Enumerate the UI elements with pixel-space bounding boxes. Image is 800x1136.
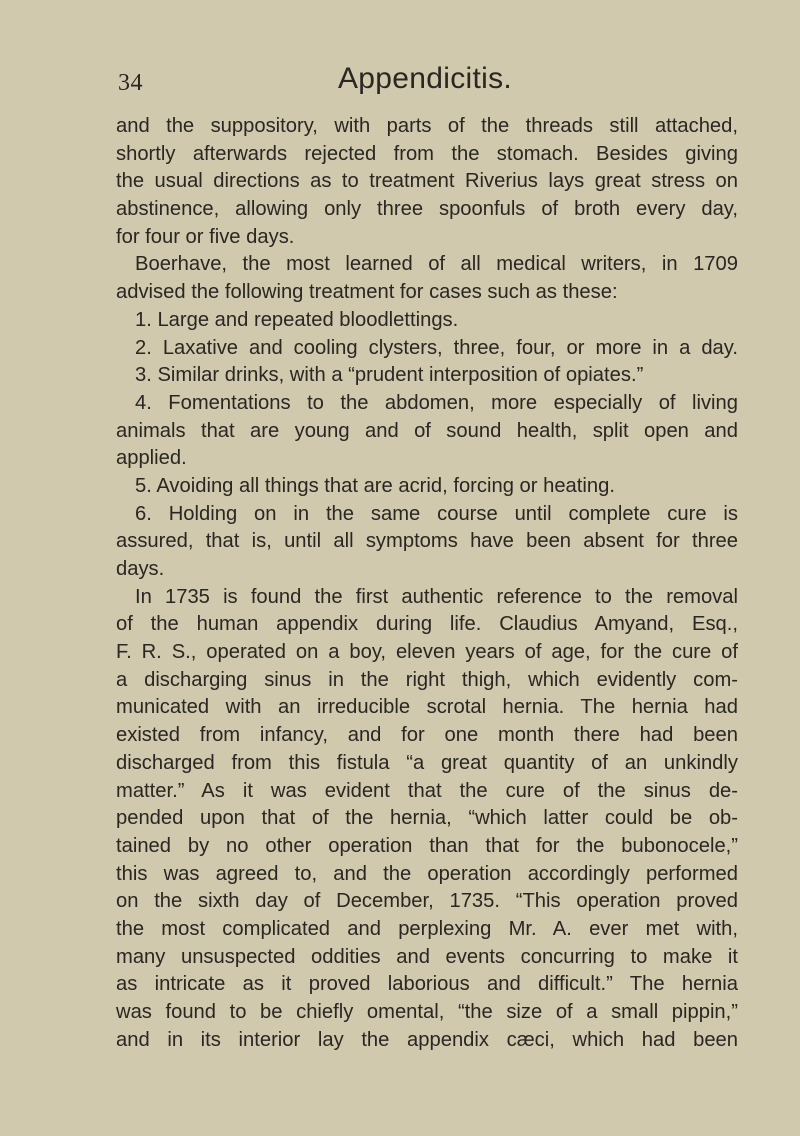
text-line: this was agreed to, and the operation accordingly performed <box>116 862 738 885</box>
text-line: the most complicated and perplexing Mr. A. ever met with, <box>116 917 738 940</box>
text-line: assured, that is, until all symptoms have been absent for three <box>116 530 738 553</box>
text-line: tained by no other operation than that for the bubonocele,” <box>116 834 738 857</box>
text-line: animals that are young and of sound health, split open and <box>116 419 738 442</box>
page-number: 34 <box>118 70 143 96</box>
text-line: discharged from this fistula “a great quantity of an unkindly <box>116 751 738 774</box>
text-line: and in its interior lay the appendix cæci, which had been <box>116 1028 738 1051</box>
text-line: days. <box>116 558 165 580</box>
list-item: 5. Avoiding all things that are acrid, forcing or heating. <box>135 474 615 497</box>
text-line: advised the following treatment for cases such as these: <box>116 281 618 304</box>
text-line: F. R. S., operated on a boy, eleven years of age, for the cure of <box>116 641 738 664</box>
text-line: and the suppository, with parts of the threads still attached, <box>116 115 738 137</box>
list-item: 2. Laxative and cooling clysters, three, four, or more in a day. <box>135 336 738 359</box>
text-line: municated with an irreducible scrotal hernia. The hernia had <box>116 696 738 719</box>
list-item: 6. Holding on in the same course until complete cure is <box>135 502 738 525</box>
text-line: applied. <box>116 447 187 470</box>
text-line: existed from infancy, and for one month there had been <box>116 724 738 747</box>
page-header <box>0 62 800 106</box>
text-line: shortly afterwards rejected from the stomach. Besides giving <box>116 142 738 165</box>
text-line: a discharging sinus in the right thigh, which evidently com- <box>116 668 738 691</box>
text-line: on the sixth day of December, 1735. “This operation proved <box>116 890 738 913</box>
text-line: of the human appendix during life. Claudius Amyand, Esq., <box>116 613 738 636</box>
running-title: Appendicitis. <box>338 62 512 95</box>
text-line: pended upon that of the hernia, “which latter could be ob- <box>116 807 738 830</box>
text-line: abstinence, allowing only three spoonfuls of broth every day, <box>116 198 738 221</box>
list-item: 3. Similar drinks, with a “prudent interposition of opiates.” <box>135 364 644 387</box>
list-item: 1. Large and repeated bloodlettings. <box>135 308 459 331</box>
text-line: many unsuspected oddities and events concurring to make it <box>116 945 738 968</box>
text-line: In 1735 is found the first authentic reference to the removal <box>135 585 738 608</box>
body-text <box>116 113 738 1054</box>
text-line: the usual directions as to treatment Riverius lays great stress on <box>116 170 738 193</box>
text-line: for four or five days. <box>116 225 295 248</box>
list-item: 4. Fomentations to the abdomen, more especially of living <box>135 391 738 414</box>
text-line: matter.” As it was evident that the cure of the sinus de- <box>116 779 738 802</box>
text-line: was found to be chiefly omental, “the size of a small pippin,” <box>116 1001 738 1023</box>
text-line: Boerhave, the most learned of all medical writers, in 1709 <box>135 253 738 276</box>
text-line: as intricate as it proved laborious and difficult.” The hernia <box>116 973 738 996</box>
